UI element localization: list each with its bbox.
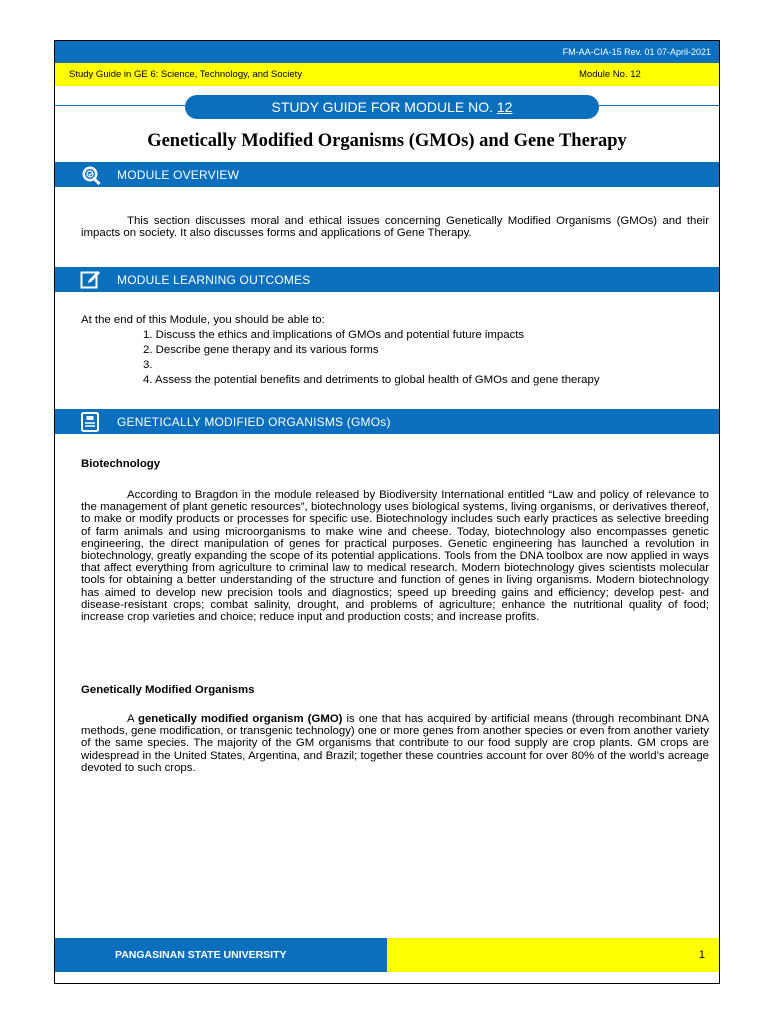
page-number: 1 — [698, 949, 705, 961]
course-title: Study Guide in GE 6: Science, Technology, and Society — [69, 69, 303, 80]
university-name: PANGASINAN STATE UNIVERSITY — [115, 949, 287, 961]
outcome-item: 3. — [143, 359, 153, 371]
study-guide-banner — [185, 95, 599, 119]
gmo-heading: Genetically Modified Organisms — [81, 684, 255, 696]
section-header-outcomes — [55, 267, 719, 292]
section-header-gmo — [55, 409, 719, 434]
biotech-paragraph: According to Bragdon in the module released by Biodiversity International entitled “Law and policy of relevance to the management of plant genetic resources”, biotechnology uses biological systems, living organisms, or derivatives thereof, to make or modify products or processes for specific use. Biotechnology includes such early practices as selective breeding of farm animals and using microorganisms to make wine and cheese. Today, biotechnology also encompasses genetic engineering, the direct manipulation of genes for practical purposes. Genetic engineering has launched a revolution in biotechnology, greatly expanding the scope of its potential applications. Tools from the DNA toolbox are now applied in ways that affect everything from agriculture to criminal law to medical research. Modern biotechnology gives scientists molecular tools for obtaining a better understanding of the structure and function of genes in living organisms. Modern biotechnology has aimed to develop new precision tools and diagnostics; speed up breeding gains and efficiency; develop pest- and disease-resistant crops; combat salinity, drought, and problems of agriculture; enhance the nutritional quality of food; increase crop varieties and choice; reduce input and production costs; and increase profits. — [81, 489, 709, 624]
study-guide-label: STUDY GUIDE FOR MODULE NO. — [271, 99, 493, 115]
outcomes-list — [81, 313, 709, 388]
outcome-item: 4. Assess the potential benefits and detriments to global health of GMOs and gene therapy — [143, 374, 600, 386]
section-title-outcomes: MODULE LEARNING OUTCOMES — [117, 273, 311, 287]
outcomes-intro: At the end of this Module, you should be able to: — [81, 314, 325, 326]
gmo-text-post: is one that has acquired by artificial means (through recombinant DNA methods, gene modification, or transgenic technology) one or more genes from another species or even from another variety of the same species. The majority of the GM organisms that contribute to our food supply are crop plants. GM crops are widespread in the United States, Argentina, and Brazil; together these countries account for over 80% of the world’s acreage devoted to such crops. — [81, 713, 709, 774]
document-title: Genetically Modified Organisms (GMOs) and Gene Therapy — [147, 131, 627, 151]
outcome-item: 1. Discuss the ethics and implications of GMOs and potential future impacts — [143, 329, 525, 341]
edit-icon — [80, 270, 102, 290]
section-title-gmo: GENETICALLY MODIFIED ORGANISMS (GMOs) — [117, 415, 391, 429]
form-code-bar — [55, 41, 719, 63]
section-header-overview — [55, 162, 719, 187]
outcome-item: 2. Describe gene therapy and its various forms — [143, 344, 379, 356]
overview-text: This section discusses moral and ethical issues concerning Genetically Modified Organisms (GMOs) and their impacts on society. It also discusses forms and applications of Gene Therapy. — [81, 215, 709, 240]
footer-page-bar — [387, 938, 719, 972]
footer-university-bar — [55, 938, 387, 972]
gmo-paragraph — [81, 713, 709, 774]
course-bar — [55, 63, 719, 86]
section-title-overview: MODULE OVERVIEW — [117, 168, 240, 182]
biotech-heading: Biotechnology — [81, 458, 161, 470]
gmo-text-pre: A — [127, 713, 138, 725]
document-icon — [80, 412, 102, 432]
gmo-term: genetically modified organism (GMO) — [138, 713, 343, 725]
magnifier-icon — [80, 165, 102, 185]
document-page — [54, 40, 720, 984]
module-number: Module No. 12 — [579, 69, 641, 80]
study-guide-number: 12 — [496, 99, 513, 115]
form-code: FM-AA-CIA-15 Rev. 01 07-April-2021 — [562, 47, 711, 57]
